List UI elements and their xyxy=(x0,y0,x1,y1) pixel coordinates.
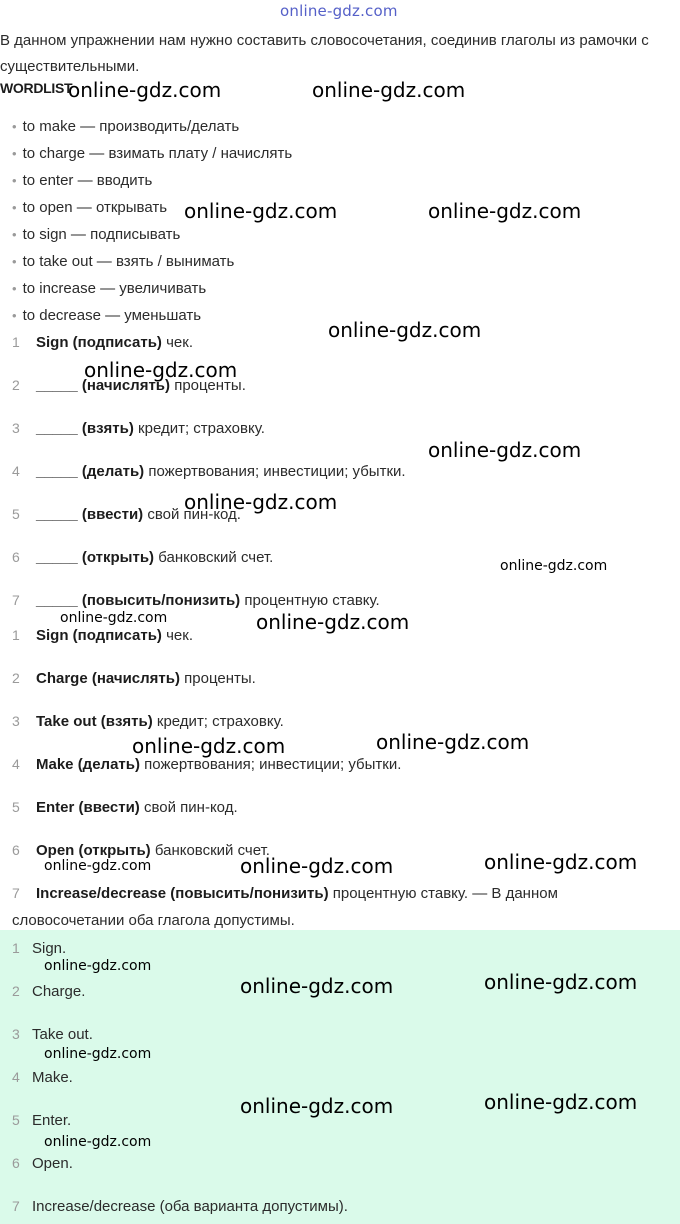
exercise-row: 5 _____ (ввести) свой пин-код. xyxy=(12,506,241,523)
watermark: online-gdz.com xyxy=(44,958,152,974)
intro-text: В данном упражнении нам нужно составить словосочетания, соединив глаголы из рамочки с существительными. xyxy=(0,32,649,75)
exercise-row: 7 _____ (повысить/понизить) процентную ставку. xyxy=(12,592,380,609)
answer-row: 2 Charge. xyxy=(12,983,86,1000)
wordlist-item: • to sign — подписывать xyxy=(12,226,181,243)
watermark: online-gdz.com xyxy=(84,358,238,382)
watermark: online-gdz.com xyxy=(376,730,530,754)
watermark: online-gdz.com xyxy=(240,1094,394,1118)
exercise-row: 2 _____ (начислять) проценты. xyxy=(12,377,246,394)
watermark: online-gdz.com xyxy=(256,610,410,634)
wordlist-item: • to open — открывать xyxy=(12,199,168,216)
solution-row-continuation: словосочетании оба глагола допустимы. xyxy=(12,912,295,929)
watermark: online-gdz.com xyxy=(184,490,338,514)
bullet-icon: • xyxy=(12,119,17,134)
wordlist-item: • to decrease — уменьшать xyxy=(12,307,202,324)
exercise-row: 4 _____ (делать) пожертвования; инвестиции; убытки. xyxy=(12,463,406,480)
answer-row: 7 Increase/decrease (оба варианта допустимы). xyxy=(12,1198,348,1215)
wordlist-item: • to take out — взять / вынимать xyxy=(12,253,235,270)
exercise-row: 1 Sign (подписать) чек. xyxy=(12,334,193,351)
answer-row: 3 Take out. xyxy=(12,1026,93,1043)
watermark: online-gdz.com xyxy=(44,1046,152,1062)
answer-row: 5 Enter. xyxy=(12,1112,72,1129)
bullet-icon: • xyxy=(12,200,17,215)
watermark: online-gdz.com xyxy=(44,1134,152,1150)
watermark: online-gdz.com xyxy=(328,318,482,342)
solution-row: 4 Make (делать) пожертвования; инвестиции; убытки. xyxy=(12,756,402,773)
watermark: online-gdz.com xyxy=(60,610,168,626)
watermark: online-gdz.com xyxy=(484,970,638,994)
watermark: online-gdz.com xyxy=(240,974,394,998)
watermark: online-gdz.com xyxy=(428,199,582,223)
answer-row: 4 Make. xyxy=(12,1069,73,1086)
wordlist-title: WORDLIST xyxy=(0,80,73,96)
bullet-icon: • xyxy=(12,227,17,242)
site-logo[interactable]: online-gdz.com xyxy=(280,2,398,20)
watermark: online-gdz.com xyxy=(68,78,222,102)
bullet-icon: • xyxy=(12,146,17,161)
bullet-icon: • xyxy=(12,254,17,269)
watermark: online-gdz.com xyxy=(184,199,338,223)
watermark: online-gdz.com xyxy=(44,858,152,874)
answer-row: 1 Sign. xyxy=(12,940,67,957)
bullet-icon: • xyxy=(12,173,17,188)
solution-row: 5 Enter (ввести) свой пин-код. xyxy=(12,799,238,816)
watermark: online-gdz.com xyxy=(428,438,582,462)
watermark: online-gdz.com xyxy=(500,558,608,574)
wordlist-item: • to make — производить/делать xyxy=(12,118,240,135)
wordlist-item: • to charge — взимать плату / начислять xyxy=(12,145,293,162)
solution-row: 1 Sign (подписать) чек. xyxy=(12,627,193,644)
wordlist-item: • to enter — вводить xyxy=(12,172,153,189)
watermark: online-gdz.com xyxy=(484,850,638,874)
watermark: online-gdz.com xyxy=(240,854,394,878)
watermark: online-gdz.com xyxy=(484,1090,638,1114)
exercise-row: 6 _____ (открыть) банковский счет. xyxy=(12,549,274,566)
wordlist-item: • to increase — увеличивать xyxy=(12,280,207,297)
bullet-icon: • xyxy=(12,281,17,296)
solution-row: 7 Increase/decrease (повысить/понизить) процентную ставку. — В данном xyxy=(12,885,558,902)
solution-row: 6 Open (открыть) банковский счет. xyxy=(12,842,270,859)
solution-row: 2 Charge (начислять) проценты. xyxy=(12,670,256,687)
solution-row: 3 Take out (взять) кредит; страховку. xyxy=(12,713,284,730)
bullet-icon: • xyxy=(12,308,17,323)
exercise-row: 3 _____ (взять) кредит; страховку. xyxy=(12,420,265,437)
watermark: online-gdz.com xyxy=(132,734,286,758)
watermark: online-gdz.com xyxy=(312,78,466,102)
answer-row: 6 Open. xyxy=(12,1155,73,1172)
